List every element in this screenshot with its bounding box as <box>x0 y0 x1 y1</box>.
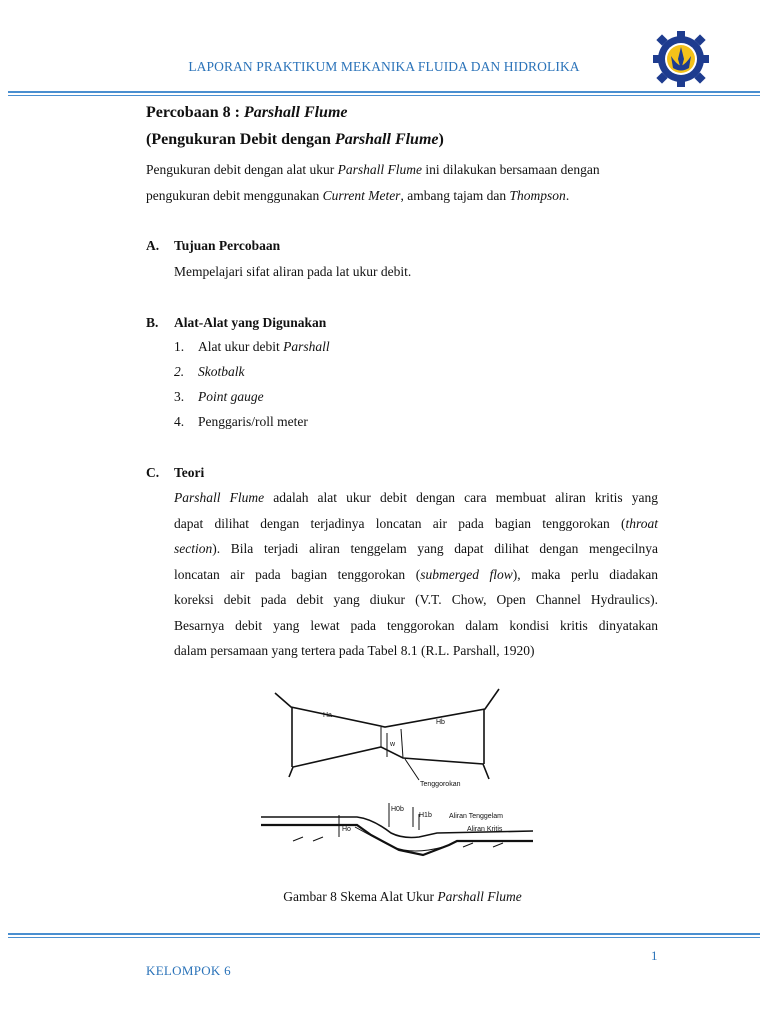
footer-group: KELOMPOK 6 <box>146 963 231 978</box>
label-ha: Ha <box>323 712 332 719</box>
page-number: 1 <box>651 948 658 963</box>
page-subtitle: (Pengukuran Debit dengan Parshall Flume) <box>146 131 444 148</box>
footer-rule <box>8 933 760 940</box>
parshall-flume-diagram <box>253 667 549 876</box>
section-c-heading: C. Teori <box>146 465 205 480</box>
header-rule <box>8 91 760 98</box>
list-item: 3. Point gauge <box>174 389 264 404</box>
its-logo <box>652 30 710 88</box>
label-hob: H0b <box>391 806 404 813</box>
section-a-text: Mempelajari sifat aliran pada lat ukur debit. <box>174 264 412 279</box>
label-w: w <box>390 741 396 748</box>
section-b-heading: B. Alat-Alat yang Digunakan <box>146 315 327 330</box>
label-aliran-kritis: Aliran Kritis <box>467 826 503 833</box>
page-title: Percobaan 8 : Parshall Flume <box>146 104 348 121</box>
label-hb: Hb <box>436 719 445 726</box>
intro-paragraph: Pengukuran debit dengan alat ukur Parshall Flume ini dilakukan bersamaan dengan pengukuran debit menggunakan Current Meter, ambang tajam dan Thompson. <box>146 162 600 203</box>
list-item: 2. Skotbalk <box>174 364 245 379</box>
label-tenggorokan: Tenggorokan <box>420 781 461 788</box>
section-a-heading: A. Tujuan Percobaan <box>146 238 281 253</box>
list-item: 1. Alat ukur debit Parshall <box>174 339 330 354</box>
list-item: 4. Penggaris/roll meter <box>174 414 308 429</box>
theory-paragraph: Parshall Flume adalah alat ukur debit dengan cara membuat aliran kritis yang dapat dilihat dengan terjadinya loncatan air pada bagian tenggorokan (throat section). Bila terjadi aliran tenggelam yang dapat dilihat dengan mengecilnya loncatan air pada bagian tenggorokan (submerged flow), maka perlu diadakan koreksi debit pada debit yang diukur (V.T. Chow, Open Channel Hydraulics). Besarnya debit yang lewat pada tenggorokan dalam kondisi kritis dinyatakan dalam persamaan yang tertera pada Tabel 8.1 (R.L. Parshall, 1920) <box>174 490 659 658</box>
label-hib: H1b <box>419 812 432 819</box>
label-ho: Ho <box>342 826 351 833</box>
running-header-title: LAPORAN PRAKTIKUM MEKANIKA FLUIDA DAN HIDROLIKA <box>188 59 580 74</box>
label-aliran-tenggelam: Aliran Tenggelam <box>449 813 503 820</box>
figure-caption: Gambar 8 Skema Alat Ukur Parshall Flume <box>283 889 522 904</box>
